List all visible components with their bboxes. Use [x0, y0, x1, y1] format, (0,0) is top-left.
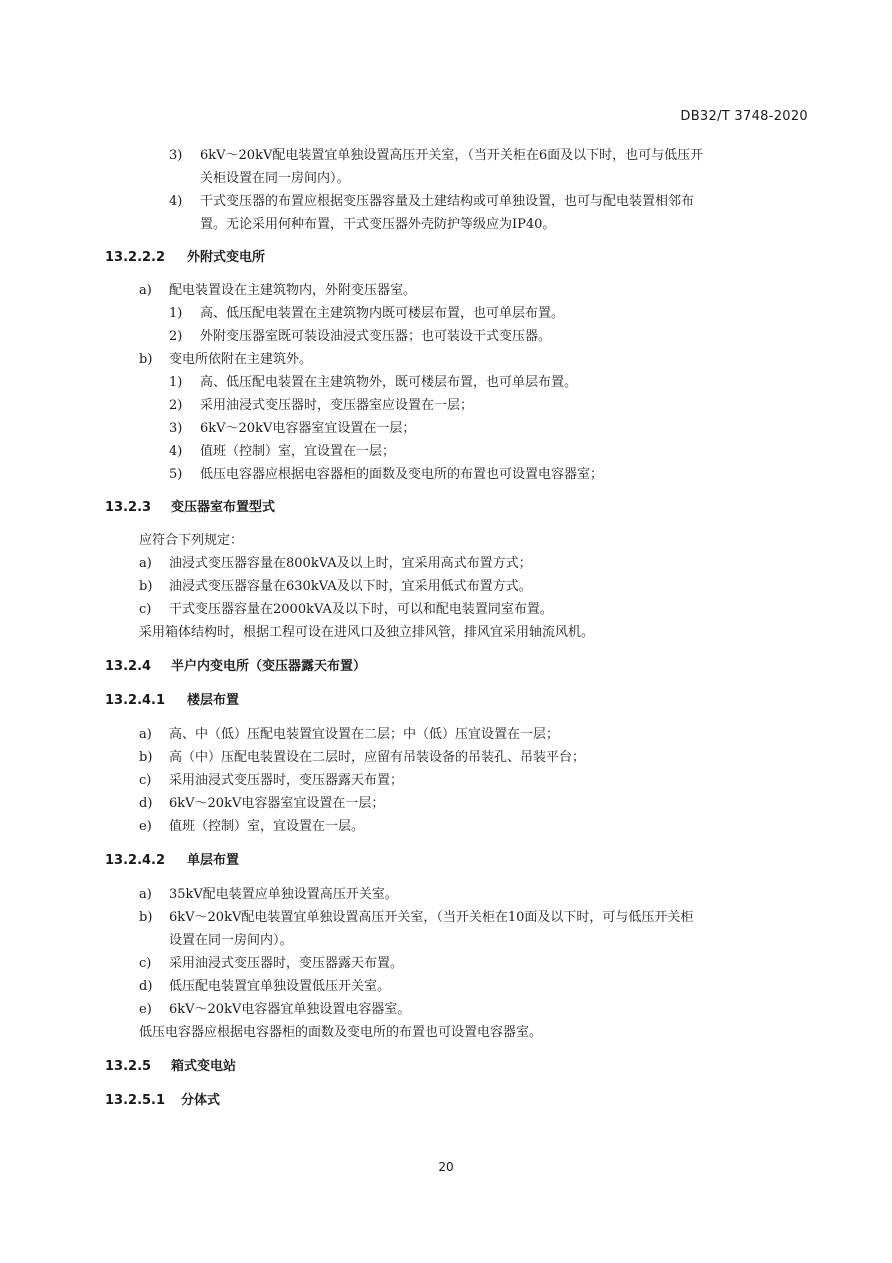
list-item-continuation	[105, 167, 808, 190]
item-number: 4)	[169, 444, 183, 459]
list-item	[105, 279, 808, 302]
paragraph	[105, 1021, 808, 1044]
item-number: d)	[139, 979, 153, 994]
section-number: 13.2.5.1	[105, 1093, 166, 1108]
item-text: 油浸式变压器容量在630kVA及以下时，宜采用低式布置方式。	[169, 579, 532, 594]
item-number: a)	[139, 556, 152, 571]
item-text: 采用油浸式变压器时，变压器露天布置。	[169, 956, 404, 971]
item-text: 6kV～20kV电容器室宜设置在一层；	[200, 421, 416, 436]
list-item	[105, 598, 808, 621]
item-text: 配电装置设在主建筑物内，外附变压器室。	[169, 283, 417, 298]
list-item	[105, 792, 808, 815]
item-text: 油浸式变压器容量在800kVA及以上时，宜采用高式布置方式；	[169, 556, 532, 571]
list-item	[105, 394, 808, 417]
section-number: 13.2.4.2	[105, 853, 166, 868]
list-item	[105, 906, 808, 929]
section-heading	[105, 496, 808, 519]
item-text: 低压配电装置宜单独设置低压开关室。	[169, 979, 391, 994]
section-heading	[105, 849, 808, 872]
list-item	[105, 998, 808, 1021]
item-number: c)	[139, 773, 152, 788]
item-text: 高（中）压配电装置设在二层时，应留有吊装设备的吊装孔、吊装平台；	[169, 750, 586, 765]
item-text: 变电所依附在主建筑外。	[169, 352, 313, 367]
section-title: 变压器室布置型式	[171, 500, 276, 515]
item-text: 6kV～20kV配电装置宜单独设置高压开关室，（当开关柜在6面及以下时，也可与低压开	[200, 148, 704, 163]
list-item	[105, 190, 808, 213]
item-text: 高、中（低）压配电装置宜设置在二层；中（低）压宜设置在一层；	[169, 727, 560, 742]
paragraph-text: 应符合下列规定：	[139, 533, 244, 548]
list-item	[105, 302, 808, 325]
item-text: 6kV～20kV配电装置宜单独设置高压开关室，（当开关柜在10面及以下时，可与低压开关柜	[169, 910, 694, 925]
item-number: 1)	[169, 375, 183, 390]
list-item	[105, 440, 808, 463]
item-text: 高、低压配电装置在主建筑物外，既可楼层布置，也可单层布置。	[200, 375, 578, 390]
paragraph-text: 低压电容器应根据电容器柜的面数及变电所的布置也可设置电容器室。	[139, 1025, 543, 1040]
section-title: 外附式变电所	[187, 250, 266, 265]
section-title: 半户内变电所（变压器露天布置）	[171, 659, 367, 674]
list-item	[105, 975, 808, 998]
list-item-continuation	[105, 929, 808, 952]
paragraph	[105, 621, 808, 644]
item-text: 低压电容器应根据电容器柜的面数及变电所的布置也可设置电容器室；	[200, 467, 604, 482]
list-item	[105, 371, 808, 394]
section-heading	[105, 1055, 808, 1078]
page-number: 20	[438, 1160, 454, 1174]
item-text: 值班（控制）室，宜设置在一层。	[169, 819, 365, 834]
item-number: a)	[139, 887, 152, 902]
list-item-continuation	[105, 213, 808, 236]
item-text: 6kV～20kV电容器宜单独设置电容器室。	[169, 1002, 411, 1017]
section-heading	[105, 655, 808, 678]
section-title: 箱式变电站	[171, 1059, 237, 1074]
list-item	[105, 463, 808, 486]
item-text: 关柜设置在同一房间内）。	[200, 171, 350, 186]
section-number: 13.2.3	[105, 500, 152, 515]
item-text: 6kV～20kV电容器室宜设置在一层；	[169, 796, 385, 811]
item-number: e)	[139, 819, 152, 834]
item-text: 外附变压器室既可装设油浸式变压器；也可装设干式变压器。	[200, 329, 552, 344]
section-number: 13.2.2.2	[105, 250, 166, 265]
item-number: b)	[139, 352, 153, 367]
item-number: 3)	[169, 421, 183, 436]
item-number: 1)	[169, 306, 183, 321]
item-text: 设置在同一房间内）。	[169, 933, 293, 948]
section-title: 单层布置	[187, 853, 240, 868]
item-text: 干式变压器的布置应根据变压器容量及土建结构或可单独设置，也可与配电装置相邻布	[200, 194, 695, 209]
item-number: c)	[139, 956, 152, 971]
list-item	[105, 883, 808, 906]
item-number: c)	[139, 602, 152, 617]
list-item	[105, 144, 808, 167]
item-text: 35kV配电装置应单独设置高压开关室。	[169, 887, 398, 902]
item-number: 3)	[169, 148, 183, 163]
section-heading	[105, 246, 808, 269]
item-text: 采用油浸式变压器时，变压器室应设置在一层；	[200, 398, 474, 413]
item-number: a)	[139, 283, 152, 298]
list-item	[105, 769, 808, 792]
page-body	[105, 144, 808, 1112]
list-item	[105, 746, 808, 769]
item-number: b)	[139, 750, 153, 765]
list-item	[105, 815, 808, 838]
item-text: 值班（控制）室，宜设置在一层；	[200, 444, 396, 459]
item-number: 4)	[169, 194, 183, 209]
list-item	[105, 723, 808, 746]
section-number: 13.2.4.1	[105, 693, 166, 708]
list-item	[105, 552, 808, 575]
item-number: 2)	[169, 329, 183, 344]
item-number: e)	[139, 1002, 152, 1017]
paragraph-text: 采用箱体结构时，根据工程可设在进风口及独立排风管，排风宜采用轴流风机。	[139, 625, 595, 640]
item-text: 采用油浸式变压器时，变压器露天布置；	[169, 773, 404, 788]
item-text: 置。无论采用何种布置，干式变压器外壳防护等级应为IP40。	[200, 217, 556, 232]
item-number: a)	[139, 727, 152, 742]
list-item	[105, 575, 808, 598]
document-id: DB32/T 3748-2020	[680, 109, 808, 124]
item-number: b)	[139, 910, 153, 925]
list-item	[105, 417, 808, 440]
list-item	[105, 325, 808, 348]
section-number: 13.2.5	[105, 1059, 152, 1074]
list-item	[105, 952, 808, 975]
item-number: d)	[139, 796, 153, 811]
paragraph	[105, 529, 808, 552]
item-text: 干式变压器容量在2000kVA及以下时，可以和配电装置同室布置。	[169, 602, 553, 617]
item-number: 5)	[169, 467, 183, 482]
item-number: 2)	[169, 398, 183, 413]
section-heading	[105, 1089, 808, 1112]
item-number: b)	[139, 579, 153, 594]
section-number: 13.2.4	[105, 659, 152, 674]
list-item	[105, 348, 808, 371]
section-heading	[105, 689, 808, 712]
section-title: 分体式	[181, 1093, 221, 1108]
item-text: 高、低压配电装置在主建筑物内既可楼层布置，也可单层布置。	[200, 306, 565, 321]
section-title: 楼层布置	[187, 693, 240, 708]
